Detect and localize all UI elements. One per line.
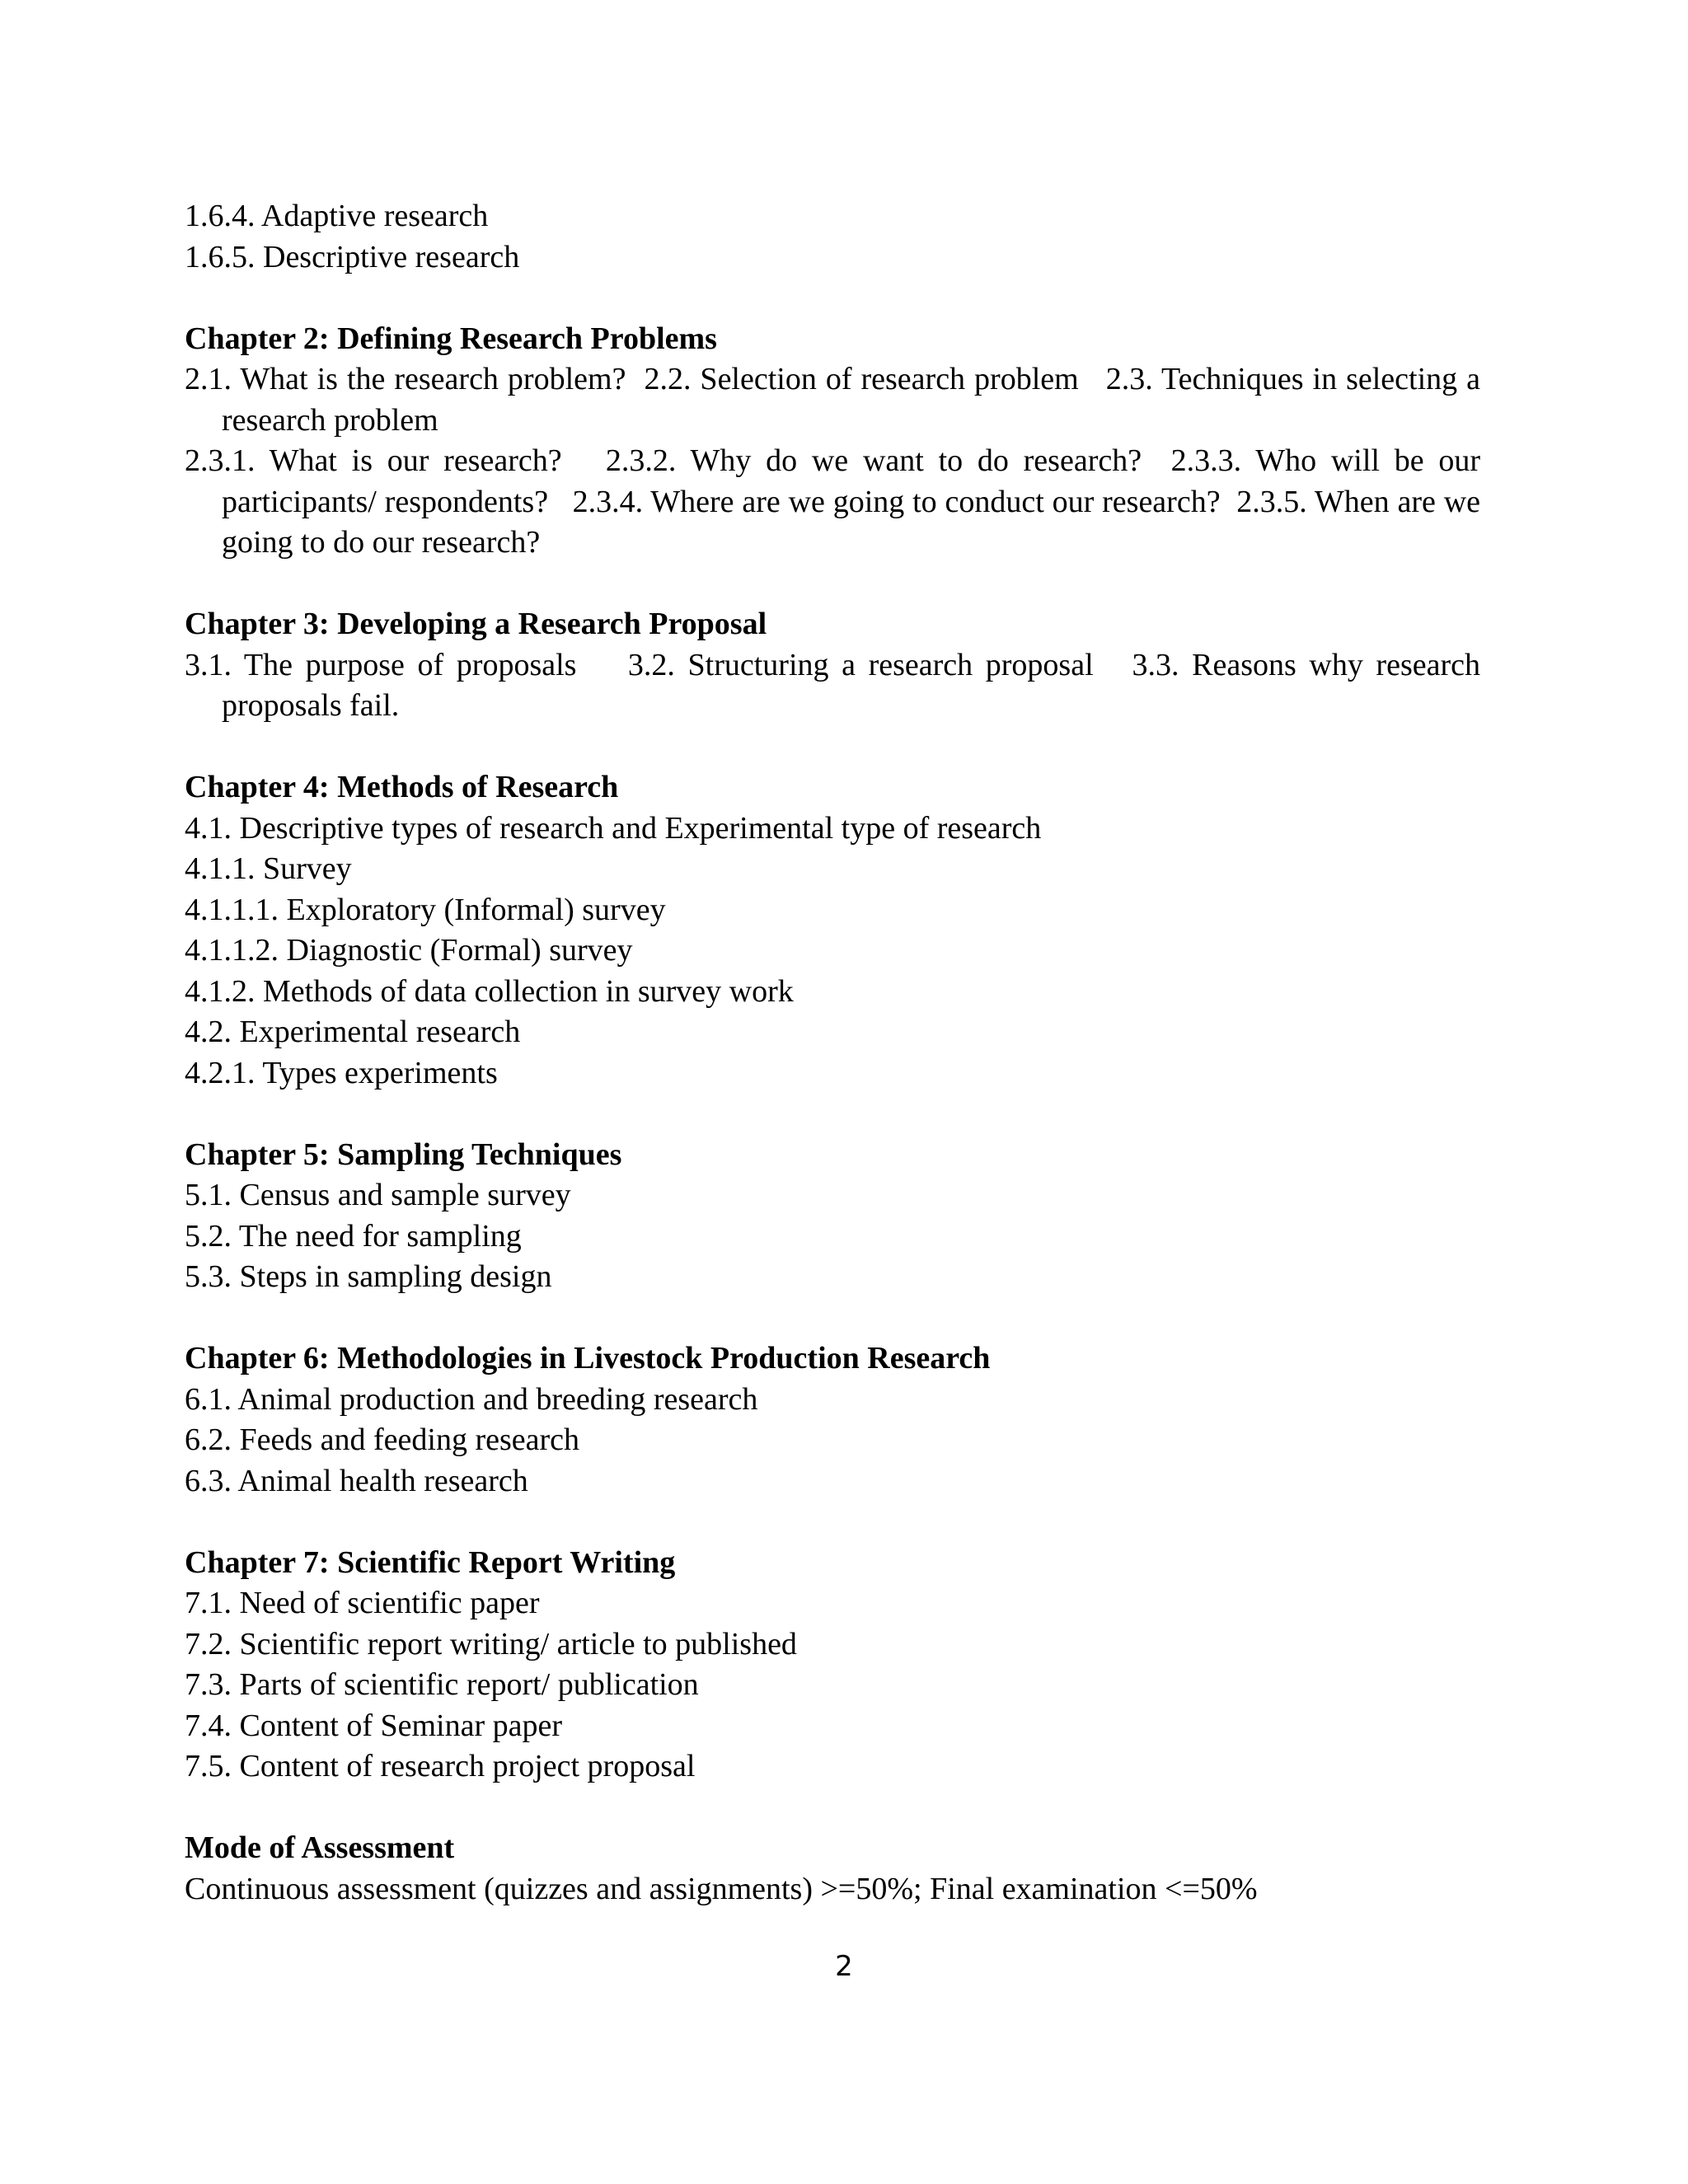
toc-line: 4.1. Descriptive types of research and Experimental type of research [185, 810, 1042, 846]
chapter-2-paragraph-2 [185, 441, 1489, 564]
spacer [185, 564, 1480, 605]
chapter-7-heading: Chapter 7: Scientific Report Writing [185, 1544, 676, 1580]
toc-line: 6.2. Feeds and feeding research [185, 1422, 580, 1457]
toc-line: 4.1.1.2. Diagnostic (Formal) survey [185, 933, 633, 968]
assessment-text: Continuous assessment (quizzes and assignments) >=50%; Final examination <=50% [185, 1871, 1258, 1906]
toc-line: 4.2.1. Types experiments [185, 1055, 498, 1090]
spacer [185, 1094, 1480, 1135]
toc-item: 3.1. The purpose of proposals [185, 647, 577, 682]
toc-item: 2.3.5. When are we going to do our research? [222, 484, 1489, 560]
chapter-3-paragraph-1 [185, 645, 1489, 727]
toc-line: 5.1. Census and sample survey [185, 1178, 571, 1212]
toc-line: 7.3. Parts of scientific report/ publication [185, 1667, 699, 1702]
toc-line: 1.6.4. Adaptive research [185, 199, 489, 233]
toc-line: 4.1.2. Methods of data collection in survey work [185, 973, 794, 1009]
document-page [185, 196, 1489, 1910]
spacer [185, 727, 1480, 768]
chapter-2-heading: Chapter 2: Defining Research Problems [185, 321, 717, 356]
toc-line: 4.1.1. Survey [185, 851, 352, 886]
spacer [185, 1788, 1480, 1829]
chapter-3-heading: Chapter 3: Developing a Research Proposal [185, 607, 767, 641]
toc-line: 4.2. Experimental research [185, 1015, 521, 1049]
toc-item: 2.1. What is the research problem? [185, 362, 626, 396]
toc-line: 7.2. Scientific report writing/ article to published [185, 1626, 797, 1661]
assessment-heading: Mode of Assessment [185, 1830, 455, 1865]
toc-item: 3.2. Structuring a research proposal [627, 647, 1094, 682]
toc-item: 2.3.4. Where are we going to conduct our research? [572, 484, 1221, 519]
page-number: 2 [835, 1950, 853, 1983]
toc-line: 7.5. Content of research project proposal [185, 1749, 696, 1783]
toc-line: 6.1. Animal production and breeding research [185, 1381, 758, 1417]
spacer [185, 1298, 1480, 1339]
toc-item: 3.3. Reasons why research proposals fail. [222, 647, 1489, 723]
toc-item: 2.3.1. What is our research? [185, 443, 562, 478]
toc-line: 5.2. The need for sampling [185, 1218, 522, 1254]
chapter-5-heading: Chapter 5: Sampling Techniques [185, 1137, 622, 1172]
toc-line: 7.4. Content of Seminar paper [185, 1708, 563, 1743]
spacer [185, 278, 1480, 319]
toc-line: 6.3. Animal health research [185, 1463, 528, 1498]
toc-line: 5.3. Steps in sampling design [185, 1259, 552, 1294]
toc-item: 2.3.2. Why do we want to do research? [605, 443, 1142, 478]
toc-line: 1.6.5. Descriptive research [185, 239, 520, 274]
chapter-4-heading: Chapter 4: Methods of Research [185, 770, 619, 804]
chapter-6-heading: Chapter 6: Methodologies in Livestock Production Research [185, 1341, 991, 1376]
spacer [185, 1502, 1480, 1543]
toc-item: 2.3. Techniques in selecting a research problem [222, 362, 1489, 438]
chapter-2-paragraph-1 [185, 359, 1489, 441]
toc-line: 4.1.1.1. Exploratory (Informal) survey [185, 892, 666, 927]
toc-item: 2.3.3. Who will be our participants/ respondents? [222, 443, 1489, 519]
toc-item: 2.2. Selection of research problem [644, 362, 1079, 396]
toc-line: 7.1. Need of scientific paper [185, 1586, 540, 1620]
